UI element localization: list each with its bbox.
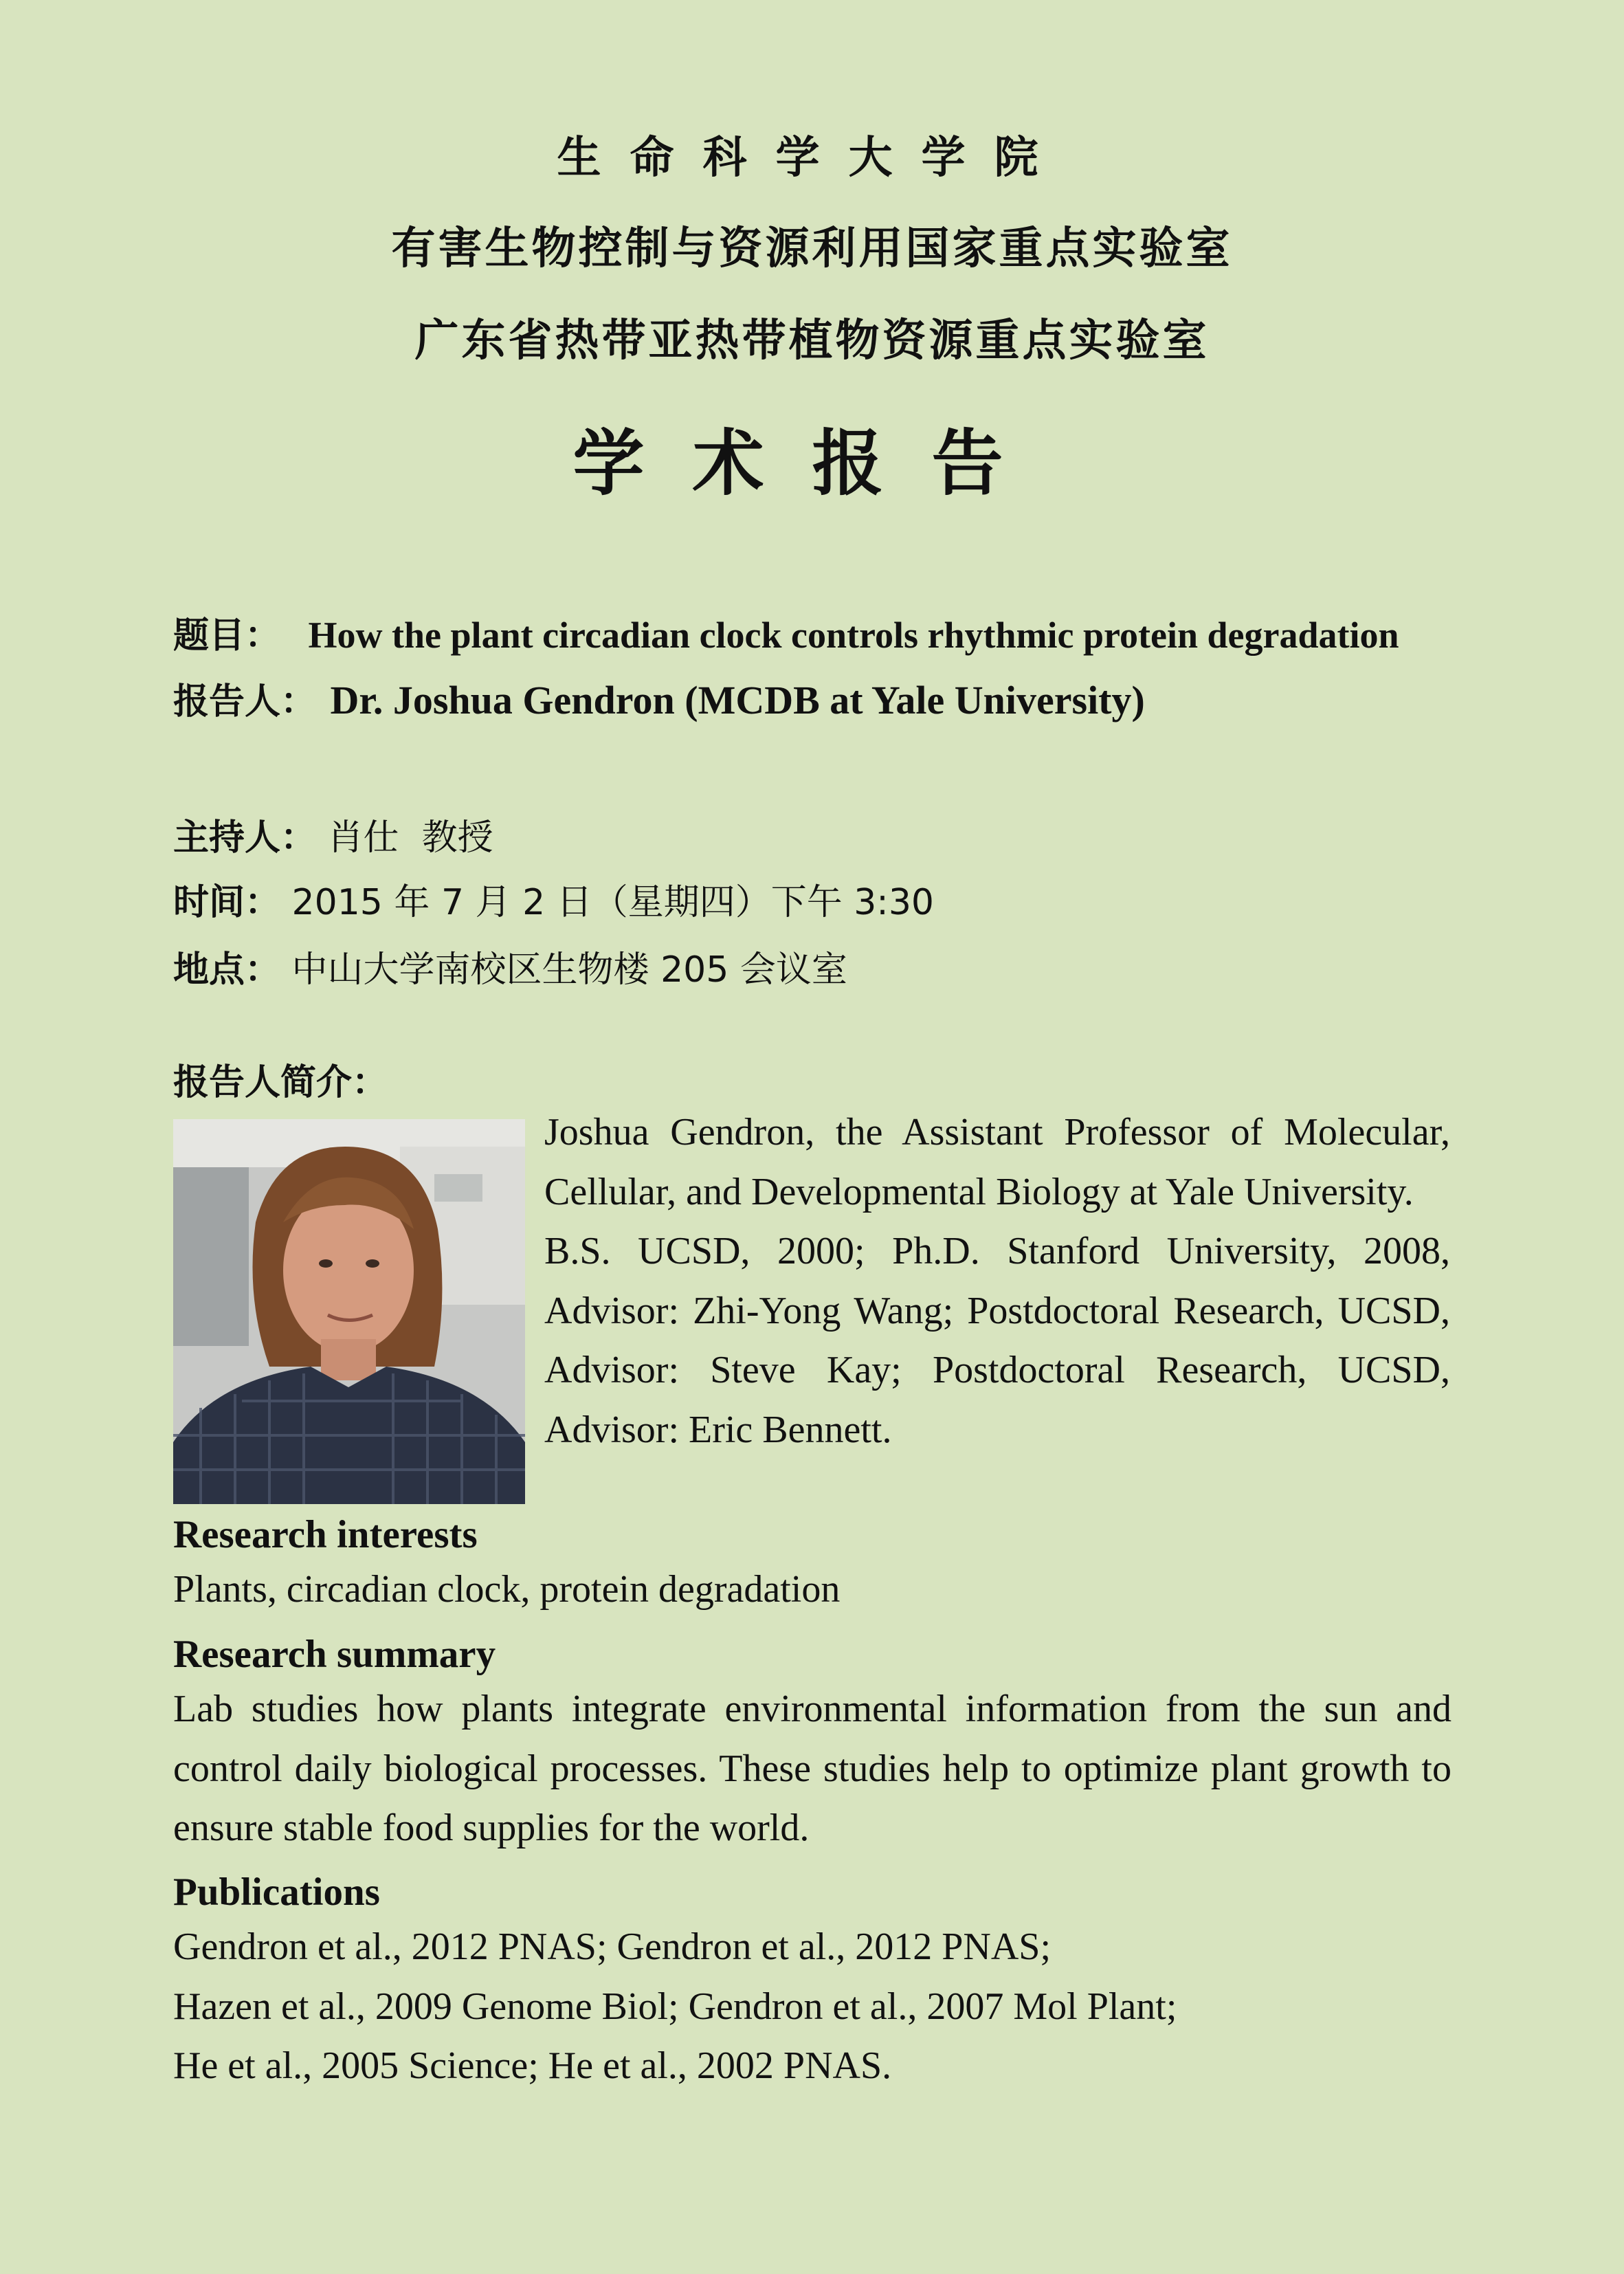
lab-name-1: 有害生物控制与资源利用国家重点实验室 bbox=[391, 223, 1233, 274]
speaker-label: 报告人： bbox=[173, 681, 317, 722]
university-name: 生命科学大学院 bbox=[557, 133, 1067, 184]
publications-section bbox=[173, 1870, 1451, 2096]
publication-line: Gendron et al., 2012 PNAS; Gendron et al., 2012 PNAS; bbox=[173, 1925, 1052, 1968]
place-label: 地点： bbox=[173, 949, 281, 991]
publications-list bbox=[173, 1917, 1451, 2096]
bio-label-row bbox=[173, 1053, 388, 1105]
host-label: 主持人： bbox=[173, 817, 317, 859]
host-row bbox=[173, 808, 493, 860]
publication-line: He et al., 2005 Science; He et al., 2002 PNAS. bbox=[173, 2044, 892, 2087]
lab-name-2: 广东省热带亚热带植物资源重点实验室 bbox=[414, 316, 1210, 366]
host-value: 肖仕 教授 bbox=[327, 817, 493, 859]
speaker-portrait-image bbox=[173, 1119, 525, 1504]
speaker-photo bbox=[173, 1119, 525, 1504]
bio-paragraph-1: Joshua Gendron, the Assistant Professor of Molecular, Cellular, and Developmental Biology at Yale University. bbox=[544, 1111, 1450, 1213]
research-interests-section bbox=[173, 1512, 1451, 1620]
poster-title: 学术报告 bbox=[572, 421, 1052, 505]
time-label: 时间： bbox=[173, 882, 281, 923]
time-value: 2015 年 7 月 2 日（星期四）下午 3:30 bbox=[291, 882, 934, 923]
speaker-row bbox=[173, 672, 1145, 724]
topic-label: 题目： bbox=[173, 615, 281, 656]
speaker-value: Dr. Joshua Gendron (MCDB at Yale University) bbox=[330, 678, 1145, 722]
research-summary-section bbox=[173, 1632, 1451, 1858]
place-row bbox=[173, 940, 847, 992]
speaker-bio bbox=[544, 1103, 1450, 1459]
research-summary-title: Research summary bbox=[173, 1633, 496, 1676]
publications-title: Publications bbox=[173, 1870, 380, 1914]
place-value: 中山大学南校区生物楼 205 会议室 bbox=[291, 949, 847, 991]
topic-value: How the plant circadian clock controls rhythmic protein degradation bbox=[308, 615, 1399, 656]
time-row bbox=[173, 873, 934, 925]
publication-line: Hazen et al., 2009 Genome Biol; Gendron et al., 2007 Mol Plant; bbox=[173, 1985, 1177, 2028]
bio-label: 报告人简介： bbox=[173, 1062, 388, 1103]
topic-row bbox=[173, 606, 1399, 658]
research-interests-title: Research interests bbox=[173, 1513, 478, 1556]
research-summary-body: Lab studies how plants integrate environmental information from the sun and control daily biological processes. These studies help to optimize plant growth to ensure stable food supplies for the world. bbox=[173, 1688, 1451, 1849]
research-interests-body: Plants, circadian clock, protein degradation bbox=[173, 1568, 841, 1611]
bio-paragraph-2: B.S. UCSD, 2000; Ph.D. Stanford University, 2008, Advisor: Zhi-Yong Wang; Postdoctoral Research, UCSD, Advisor: Steve Kay; Postdoctoral Research, UCSD, Advisor: Eric Bennett. bbox=[544, 1230, 1450, 1451]
